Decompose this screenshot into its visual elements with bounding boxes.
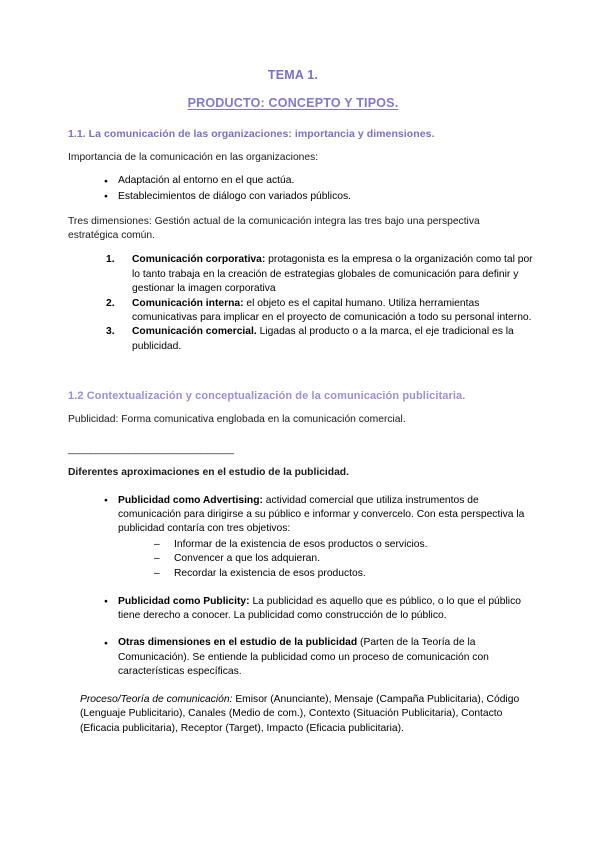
list-dimensions: [68, 253, 540, 354]
list-item-term: Comunicación comercial.: [132, 326, 257, 338]
document-subtitle: [68, 96, 540, 110]
list-item-text: protagonista es la empresa o la organización como tal por lo tanto trabaja en la creación de estrategias globales de comunicación para definir y gestionar la imagen corporativa: [132, 254, 533, 295]
heading-approaches: Diferentes aproximaciones en el estudio de la publicidad.: [68, 467, 349, 479]
paragraph-process-theory: [68, 693, 528, 736]
list-item: [106, 297, 540, 326]
paragraph-importance-intro: Importancia de la comunicación en las organizaciones:: [68, 152, 319, 163]
process-theory-label: Proceso/Teoría de comunicación:: [80, 693, 233, 705]
list-item: [104, 494, 538, 582]
paragraph-publicidad-definition: Publicidad: Forma comunicativa englobada en la comunicación comercial.: [68, 414, 406, 426]
list-item-text: el objeto es el capital humano. Utiliza herramientas comunicativas para implicar en el proyecto de comunicación a todo su personal interno.: [132, 297, 532, 324]
list-approaches: [68, 494, 540, 680]
separator-line: ______________________________: [68, 444, 234, 456]
process-theory-text: Emisor (Anunciante), Mensaje (Campaña Publicitaria), Código (Lenguaje Publicitario), Canales (Medio de com.), Contexto (Situación Publicitaria), Contacto (Eficacia publicitaria), Receptor (Target), Impacto (Eficacia publicitaria).: [80, 693, 520, 734]
heading-section-1-1: 1.1. La comunicación de las organizaciones: importancia y dimensiones.: [68, 128, 435, 140]
list-item: ● Establecimientos de diálogo con variados públicos.: [104, 190, 538, 204]
sublist-item: – Convencer a que los adquieran.: [154, 552, 538, 567]
list-item-term: Publicidad como Publicity:: [118, 595, 250, 607]
list-item-term: Comunicación corporativa:: [132, 254, 266, 266]
list-item: [106, 253, 540, 296]
sublist-advertising-objectives: [118, 538, 538, 582]
sublist-item: – Informar de la existencia de esos productos o servicios.: [154, 538, 538, 553]
list-item: [104, 636, 538, 679]
list-item-term: Comunicación interna:: [132, 297, 244, 309]
list-item: [106, 325, 540, 354]
list-item-term: Otras dimensiones en el estudio de la publicidad: [118, 637, 358, 649]
document-title: TEMA 1.: [267, 68, 319, 82]
list-item: [104, 595, 538, 624]
document-subtitle-text: PRODUCTO: CONCEPTO Y TIPOS.: [187, 96, 399, 110]
sublist-item: – Recordar la existencia de esos productos.: [154, 567, 538, 582]
list-importance-bullets: [68, 174, 540, 204]
list-item-text: (Parten de la Teoría de la Comunicación). Se entiende la publicidad como un proceso de comunicación con características específicas.: [118, 637, 489, 678]
list-item: ● Adaptación al entorno en el que actúa.: [104, 174, 538, 188]
list-item-text: Ligadas al producto o a la marca, el eje tradicional es la publicidad.: [132, 326, 514, 352]
paragraph-dimensions-intro: Tres dimensiones: Gestión actual de la comunicación integra las tres bajo una perspectiva estratégica común.: [68, 216, 480, 242]
list-item-text: actividad comercial que utiliza instrumentos de comunicación para dirigirse a su público e informar y convercelo. Con esta perspectiva la publicidad contaría con tres objetivos:: [118, 494, 525, 535]
heading-section-1-2: 1.2 Contextualización y conceptualización de la comunicación publicitaria.: [68, 390, 466, 403]
list-item-text: La publicidad es aquello que es público, o lo que el público tiene derecho a conocer. La publicidad como construcción de lo público.: [118, 595, 521, 622]
list-item-term: Publicidad como Advertising:: [118, 494, 263, 506]
